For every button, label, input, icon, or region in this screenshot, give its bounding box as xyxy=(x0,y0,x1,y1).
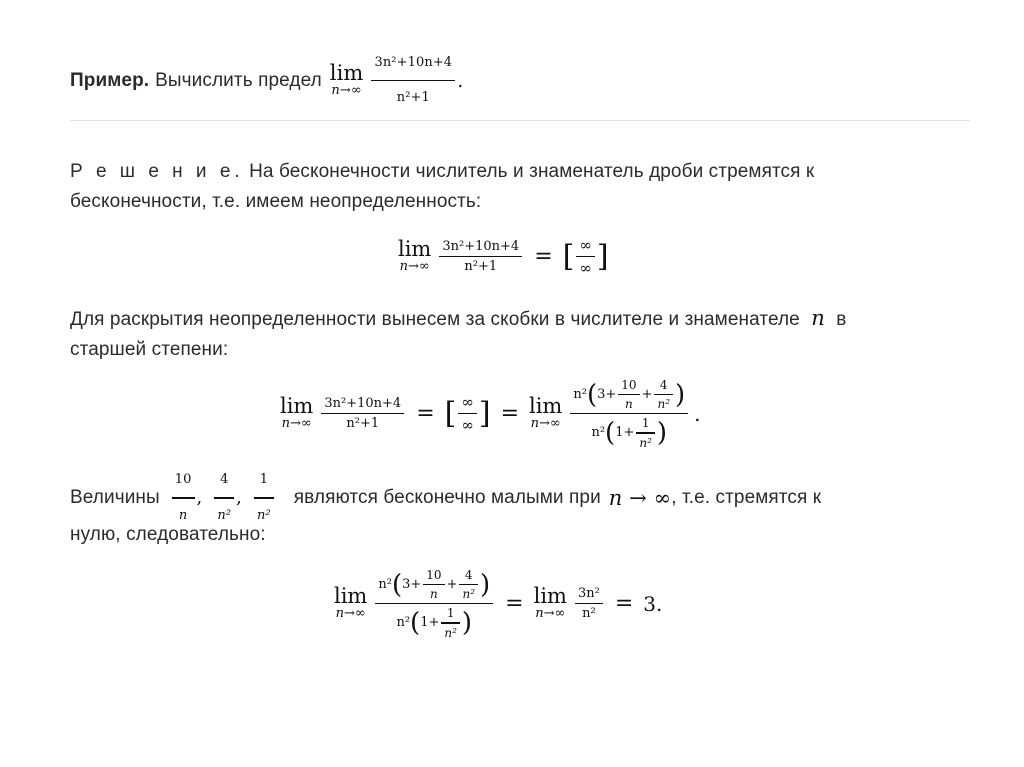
divider xyxy=(70,120,970,121)
formula-2: lim n→∞ $\frac{\text{3n²+10n+4}}{\text{n²+1}}$ = [ $\frac{\infty}{\infty}$ ] = lim n→∞ n² ( 3+ $\frac{10}{n}$ + $\frac{4}{\text{n²}}$ ) n² ( 1+ $\frac{1}{\text{n²}}$ ) . xyxy=(280,378,701,450)
formula-2-indeterminate: $\frac{\infty}{\infty}$ xyxy=(458,393,477,434)
formula-3: lim n→∞ n² ( 3+ $\frac{10}{n}$ + $\frac{4}{\text{n²}}$ ) n² ( 1+ $\frac{1}{\text{n²}}$ ) = lim n→∞ $\frac{\text{3n²}}{\text{n²}}$ = 3. xyxy=(334,568,663,640)
example-fraction: $\frac{\text{3n²+10n+4}}{\text{n²+1}}$ xyxy=(371,48,455,113)
solution-line1: На бесконечности числитель и знаменатель дроби стремятся к xyxy=(249,161,815,182)
example-text: Вычислить предел xyxy=(155,69,322,91)
example-expression: lim n→∞ $\frac{\text{3n²+10n+4}}{\text{n²+1}}$ . xyxy=(330,48,464,113)
formula-2-lim: lim n→∞ xyxy=(280,394,314,432)
paragraph-3-line2: нулю, следовательно: xyxy=(70,524,266,545)
formula-3-lim-2: lim n→∞ xyxy=(533,584,567,622)
paragraph-3-suffix: , т.е. стремятся к xyxy=(671,487,822,508)
paragraph-2: Для раскрытия неопределенности вынесем за скобки в числителе и знаменателе n в старшей степени: xyxy=(70,303,846,365)
formula-3-lim: lim n→∞ xyxy=(334,584,368,622)
solution-label: Р е ш е н и е. xyxy=(70,161,244,182)
formula-1-indeterminate: $\frac{\infty}{\infty}$ xyxy=(576,236,595,277)
formula-2-lim-2: lim n→∞ xyxy=(529,394,563,432)
solution-paragraph xyxy=(70,157,814,217)
example-line xyxy=(70,48,463,113)
example-lim: lim n→∞ xyxy=(329,61,364,99)
paragraph-2-var: n xyxy=(811,306,825,330)
paragraph-2-line2: старшей степени: xyxy=(70,339,229,360)
example-label: Пример. xyxy=(70,69,150,91)
paragraph-3-fractions: $\frac{10}{n}$ , $\frac{4}{\text{n²}}$ , $\frac{1}{\text{n²}}$ xyxy=(170,465,276,530)
paragraph-3-arrow-expr: n → ∞ xyxy=(608,486,672,510)
formula-3-big-fraction: n² ( 3+ $\frac{10}{n}$ + $\frac{4}{\text{n²}}$ ) n² ( 1+ $\frac{1}{\text{n²}}$ ) xyxy=(375,568,493,640)
paragraph-3 xyxy=(70,472,822,550)
paragraph-3-prefix: Величины xyxy=(70,487,160,508)
formula-3-result-fraction: $\frac{\text{3n²}}{\text{n²}}$ xyxy=(575,586,603,621)
paragraph-3-middle: являются бесконечно малыми при xyxy=(293,487,601,508)
formula-2-big-fraction: n² ( 3+ $\frac{10}{n}$ + $\frac{4}{\text{n²}}$ ) n² ( 1+ $\frac{1}{\text{n²}}$ ) xyxy=(570,378,688,450)
formula-1: lim n→∞ $\frac{\text{3n²+10n+4}}{\text{n²+1}}$ = [ $\frac{\infty}{\infty}$ ] xyxy=(398,236,609,278)
formula-1-fraction: $\frac{\text{3n²+10n+4}}{\text{n²+1}}$ xyxy=(439,239,522,274)
formula-2-fraction: $\frac{\text{3n²+10n+4}}{\text{n²+1}}$ xyxy=(321,396,404,431)
formula-3-result: 3. xyxy=(643,591,663,616)
solution-line2: бесконечности, т.е. имеем неопределенность: xyxy=(70,191,482,212)
formula-1-lim: lim n→∞ xyxy=(398,237,432,275)
paragraph-2-line1: Для раскрытия неопределенности вынесем за скобки в числителе и знаменателе xyxy=(70,309,800,330)
